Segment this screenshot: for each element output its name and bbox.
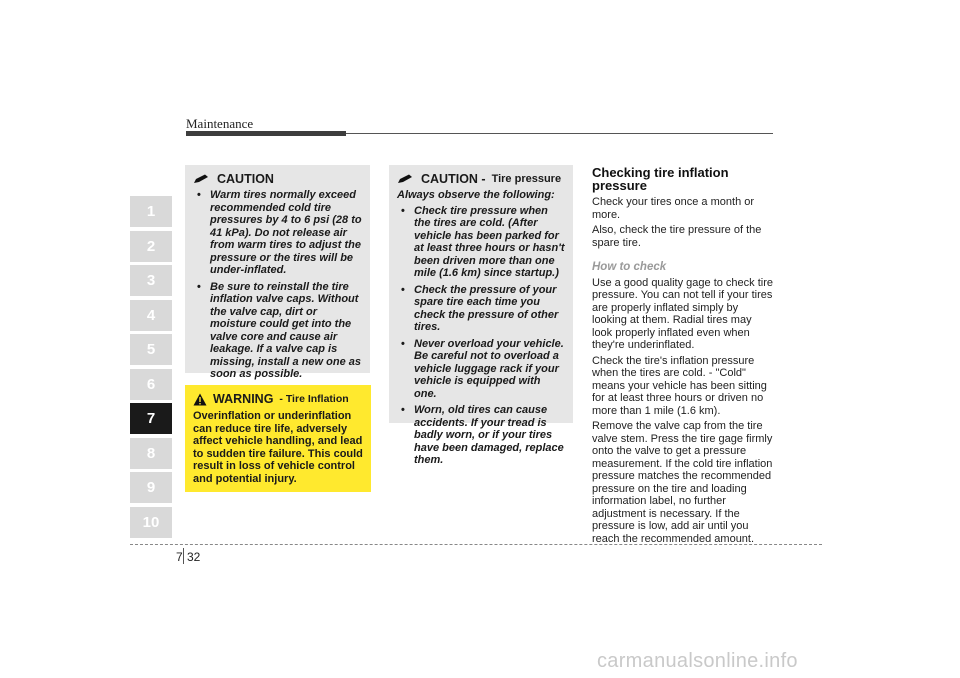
caution-item: • Check the pressure of your spare tire each time you check the pressure of other tires. (397, 284, 565, 334)
warning-title: WARNING (213, 392, 274, 406)
chapter-tab-9[interactable]: 9 (130, 472, 172, 503)
page-header-title: Maintenance (186, 116, 254, 131)
caution-list (397, 205, 565, 467)
main-text-column (592, 166, 774, 548)
caution-item: • Warm tires normally exceed recommended cold tire pressures by 4 to 6 psi (28 to 41 kPa). Do not release air from warm tires to adjust the pressure or the tires will be under-inflated. (193, 189, 362, 277)
caution-list (193, 189, 362, 381)
chapter-tab-3[interactable]: 3 (130, 265, 172, 296)
caution-header (397, 172, 565, 186)
caution-subtitle: Tire pressure (491, 173, 562, 185)
warning-header (193, 392, 363, 406)
warning-box-tire-inflation (185, 385, 371, 492)
caution-box-tire-pressure (389, 165, 573, 466)
warning-subtitle: - Tire Inflation (279, 393, 349, 405)
caution-item: • Be sure to reinstall the tire inflation valve caps. Without the valve cap, dirt or moisture could get into the valve core and cause air leakage. If a valve cap is missing, install a new one as soon as possible. (193, 281, 362, 381)
footer-chapter-number: 7 (176, 550, 183, 564)
paragraph: Also, check the tire pressure of the spare tire. (592, 224, 762, 249)
caution-title: CAUTION - (421, 172, 486, 186)
chapter-tab-2[interactable]: 2 (130, 231, 172, 262)
section-heading: Checking tire inflation pressure (592, 165, 729, 193)
header-accent-bar (186, 131, 346, 136)
caution-box-tire-temperature (185, 165, 370, 380)
chapter-tab-8[interactable]: 8 (130, 438, 172, 469)
watermark: carmanualsonline.info (597, 650, 798, 672)
chapter-tab-1[interactable]: 1 (130, 196, 172, 227)
caution-item: • Never overload your vehicle. Be careful not to overload a vehicle luggage rack if your vehicle is equipped with one. (397, 338, 565, 401)
chapter-tab-10[interactable]: 10 (130, 507, 172, 538)
chapter-tab-7[interactable]: 7 (130, 403, 172, 434)
paragraph: Remove the valve cap from the tire valve stem. Press the tire gage firmly onto the valve to get a pressure measurement. If the cold tire inflation pressure matches the recommended pressure on the tire and loading information label, no further adjustment is necessary. If the pressure is low, add air until you reach the recommended amount. (592, 420, 773, 545)
footer-page-number: 32 (187, 550, 201, 564)
caution-header (193, 172, 362, 186)
caution-item: • Worn, old tires can cause accidents. If your tread is badly worn, or if your tires have been damaged, replace them. (397, 404, 565, 467)
paragraph: Use a good quality gage to check tire pressure. You can not tell if your tires are properly inflated simply by looking at them. Radial tires may look properly inflated even when they're underinflated. (592, 276, 774, 351)
chapter-tabs (130, 196, 172, 541)
caution-item: • Check tire pressure when the tires are cold. (After vehicle has been parked for at least three hours or hasn't been driven more than one mile (1.6 km) since startup.) (397, 205, 565, 280)
pencil-icon (397, 174, 415, 184)
footer-separator (183, 548, 184, 564)
footer-rule (130, 544, 822, 545)
warning-body: Overinflation or underinflation can reduce tire life, adversely affect vehicle handling, and lead to sudden tire failure. This could result in loss of vehicle control and potential injury. (193, 410, 363, 485)
caution-title: CAUTION (217, 172, 274, 186)
paragraph: Check your tires once a month or more. (592, 196, 755, 221)
chapter-tab-4[interactable]: 4 (130, 300, 172, 331)
subsection-heading: How to check (592, 261, 667, 273)
caution-intro: Always observe the following: (397, 189, 555, 201)
chapter-tab-5[interactable]: 5 (130, 334, 172, 365)
chapter-tab-6[interactable]: 6 (130, 369, 172, 400)
pencil-icon (193, 174, 211, 184)
paragraph: Check the tire's inflation pressure when the tires are cold. - "Cold" means your vehicle has been sitting for at least three hours or driven no more than 1 mile (1.6 km). (592, 354, 767, 417)
warning-triangle-icon (193, 393, 207, 406)
